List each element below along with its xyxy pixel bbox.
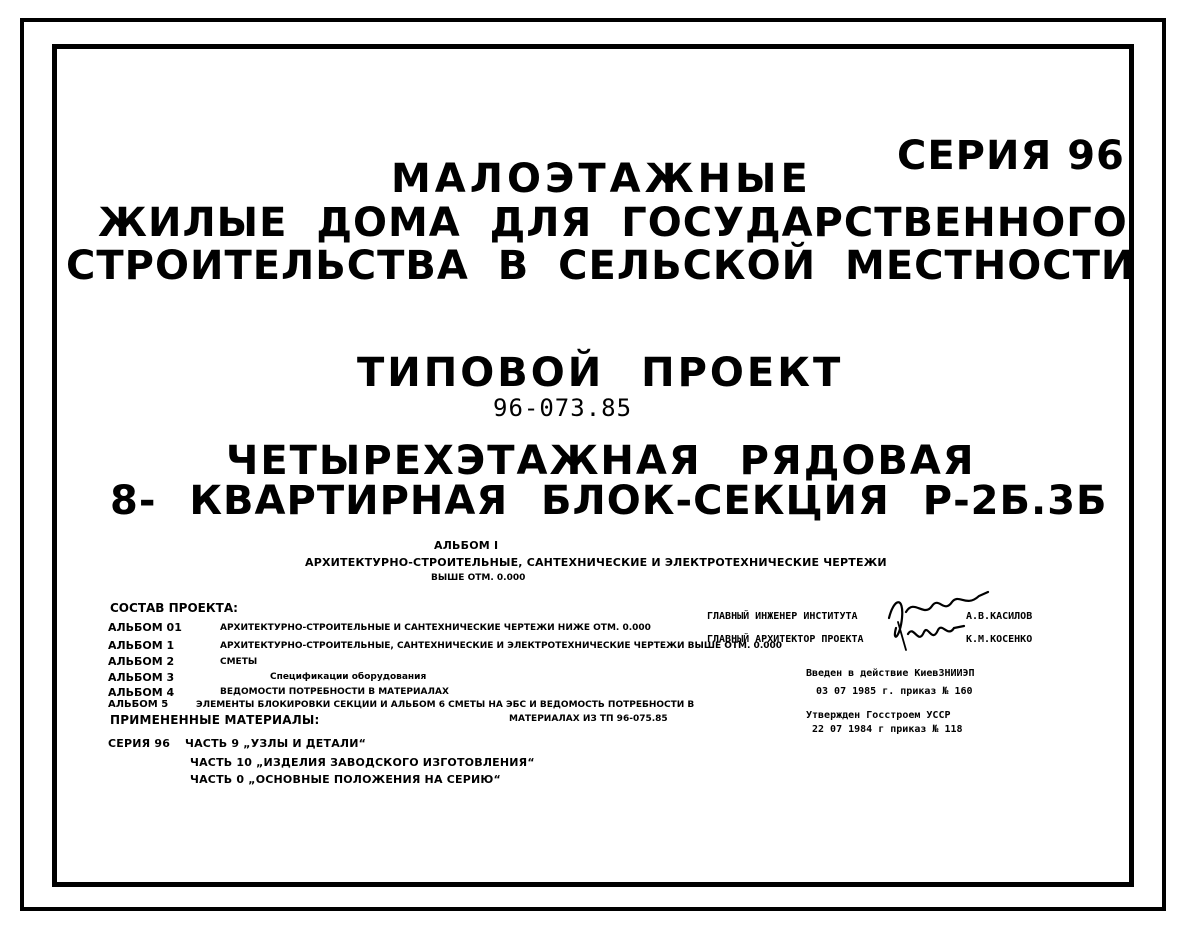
album-title: АЛЬБОМ I xyxy=(434,539,499,552)
materials-title: ПРИМЕНЕННЫЕ МАТЕРИАЛЫ: xyxy=(110,713,320,727)
composition-item-label: АЛЬБОМ 2 xyxy=(108,655,175,668)
materials-part: ЧАСТЬ 0 „ОСНОВНЫЕ ПОЛОЖЕНИЯ НА СЕРИЮ“ xyxy=(190,773,501,786)
chief-architect-role: ГЛАВНЫЙ АРХИТЕКТОР ПРОЕКТА xyxy=(707,634,864,645)
composition-item-label: АЛЬБОМ 1 xyxy=(108,639,175,652)
chief-engineer-role: ГЛАВНЫЙ ИНЖЕНЕР ИНСТИТУТА xyxy=(707,611,858,622)
subtitle-line-2: 8- КВАРТИРНАЯ БЛОК-СЕКЦИЯ Р-2Б.3Б xyxy=(110,478,1108,524)
signature-scribble xyxy=(884,588,994,654)
composition-title: СОСТАВ ПРОЕКТА: xyxy=(110,601,238,615)
chief-architect-name: К.М.КОСЕНКО xyxy=(966,634,1033,645)
materials-series: СЕРИЯ 96 xyxy=(108,737,171,750)
subtitle-line-1: ЧЕТЫРЕХЭТАЖНАЯ РЯДОВАЯ xyxy=(226,438,976,484)
materials-part: ЧАСТЬ 10 „ИЗДЕЛИЯ ЗАВОДСКОГО ИЗГОТОВЛЕНИЯ“ xyxy=(190,756,535,769)
composition-item-label: АЛЬБОМ 01 xyxy=(108,621,182,634)
decree-introduced: Введен в действие КиевЗНИИЭП xyxy=(806,668,975,679)
composition-item-label: АЛЬБОМ 5 xyxy=(108,699,169,710)
composition-continuation: МАТЕРИАЛАХ ИЗ ТП 96-075.85 xyxy=(509,714,668,724)
decree-approved-date: 22 07 1984 г приказ № 118 xyxy=(812,724,963,735)
title-line-1: МАЛОЭТАЖНЫЕ xyxy=(391,156,812,202)
album-elevation: ВЫШЕ ОТМ. 0.000 xyxy=(431,573,526,583)
project-number: 96-073.85 xyxy=(493,394,633,422)
decree-introduced-date: 03 07 1985 г. приказ № 160 xyxy=(816,686,973,697)
title-line-3: СТРОИТЕЛЬСТВА В СЕЛЬСКОЙ МЕСТНОСТИ xyxy=(66,243,1136,289)
chief-engineer-name: А.В.КАСИЛОВ xyxy=(966,611,1033,622)
composition-item-label: АЛЬБОМ 3 xyxy=(108,671,175,684)
series-label: СЕРИЯ 96 xyxy=(897,133,1125,179)
project-label: ТИПОВОЙ ПРОЕКТ xyxy=(357,350,844,396)
decree-approved: Утвержден Госстроем УССР xyxy=(806,710,951,721)
composition-item-desc: ВЕДОМОСТИ ПОТРЕБНОСТИ В МАТЕРИАЛАХ xyxy=(220,687,449,697)
composition-item-desc: ЭЛЕМЕНТЫ БЛОКИРОВКИ СЕКЦИИ И АЛЬБОМ 6 СМЕТЫ НА ЭБС И ВЕДОМОСТЬ ПОТРЕБНОСТИ В xyxy=(196,700,695,710)
album-description: АРХИТЕКТУРНО-СТРОИТЕЛЬНЫЕ, САНТЕХНИЧЕСКИЕ И ЭЛЕКТРОТЕХНИЧЕСКИЕ ЧЕРТЕЖИ xyxy=(305,556,887,569)
composition-item-label: АЛЬБОМ 4 xyxy=(108,686,175,699)
composition-item-desc: Спецификации оборудования xyxy=(270,672,427,682)
composition-item-desc: АРХИТЕКТУРНО-СТРОИТЕЛЬНЫЕ, САНТЕХНИЧЕСКИЕ И ЭЛЕКТРОТЕХНИЧЕСКИЕ ЧЕРТЕЖИ ВЫШЕ ОТМ. 0.000 xyxy=(220,641,783,651)
materials-part: ЧАСТЬ 9 „УЗЛЫ И ДЕТАЛИ“ xyxy=(185,737,367,750)
composition-item-desc: АРХИТЕКТУРНО-СТРОИТЕЛЬНЫЕ И САНТЕХНИЧЕСКИЕ ЧЕРТЕЖИ НИЖЕ ОТМ. 0.000 xyxy=(220,623,651,633)
composition-item-desc: СМЕТЫ xyxy=(220,657,258,667)
title-line-2: ЖИЛЫЕ ДОМА ДЛЯ ГОСУДАРСТВЕННОГО xyxy=(98,200,1128,246)
